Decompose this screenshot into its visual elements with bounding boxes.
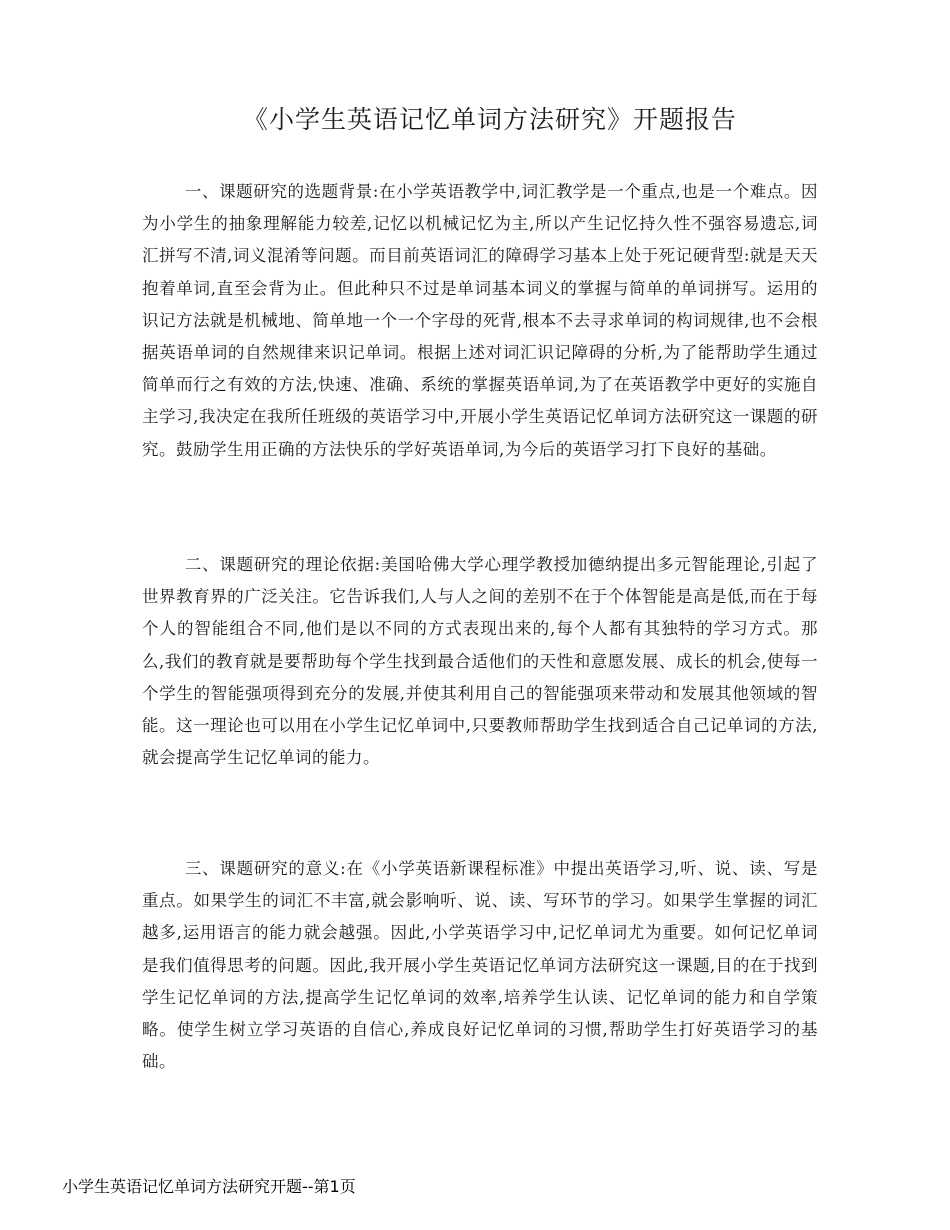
document-title: 《小学生英语记忆单词方法研究》开题报告 <box>242 105 737 134</box>
page-footer: 小学生英语记忆单词方法研究开题--第1页 <box>62 1177 356 1196</box>
paragraph-theory: 二、课题研究的理论依据:美国哈佛大学心理学教授加德纳提出多元智能理论,引起了世界教育界的广泛关注。它告诉我们,人与人之间的差别不在于个体智能是高是低,而在于每个人的智能组合不同,他们是以不同的方式表现出来的,每个人都有其独特的学习方式。那么,我们的教育就是要帮助每个学生找到最合适他们的天性和意愿发展、成长的机会,使每一个学生的智能强项得到充分的发展,并使其利用自己的智能强项来带动和发展其他领域的智能。这一理论也可以用在小学生记忆单词中,只要教师帮助学生找到适合自己记单词的方法,就会提高学生记忆单词的能力。 <box>142 555 818 768</box>
paragraph-significance: 三、课题研究的意义:在《小学英语新课程标准》中提出英语学习,听、说、读、写是重点。如果学生的词汇不丰富,就会影响听、说、读、写环节的学习。如果学生掌握的词汇越多,运用语言的能力就会越强。因此,小学英语学习中,记忆单词尤为重要。如何记忆单词是我们值得思考的问题。因此,我开展小学生英语记忆单词方法研究这一课题,目的在于找到学生记忆单词的方法,提高学生记忆单词的效率,培养学生认读、记忆单词的能力和自学策略。使学生树立学习英语的自信心,养成良好记忆单词的习惯,帮助学生打好英语学习的基础。 <box>142 859 818 1072</box>
paragraph-background: 一、课题研究的选题背景:在小学英语教学中,词汇教学是一个重点,也是一个难点。因为小学生的抽象理解能力较差,记忆以机械记忆为主,所以产生记忆持久性不强容易遗忘,词汇拼写不清,词义混淆等问题。而目前英语词汇的障碍学习基本上处于死记硬背型:就是天天抱着单词,直至会背为止。但此种只不过是单词基本词义的掌握与简单的单词拼写。运用的识记方法就是机械地、简单地一个一个字母的死背,根本不去寻求单词的构词规律,也不会根据英语单词的自然规律来识记单词。根据上述对词汇识记障碍的分析,为了能帮助学生通过简单而行之有效的方法,快速、准确、系统的掌握英语单词,为了在英语教学中更好的实施自主学习,我决定在我所任班级的英语学习中,开展小学生英语记忆单词方法研究这一课题的研究。鼓励学生用正确的方法快乐的学好英语单词,为今后的英语学习打下良好的基础。 <box>142 182 818 459</box>
